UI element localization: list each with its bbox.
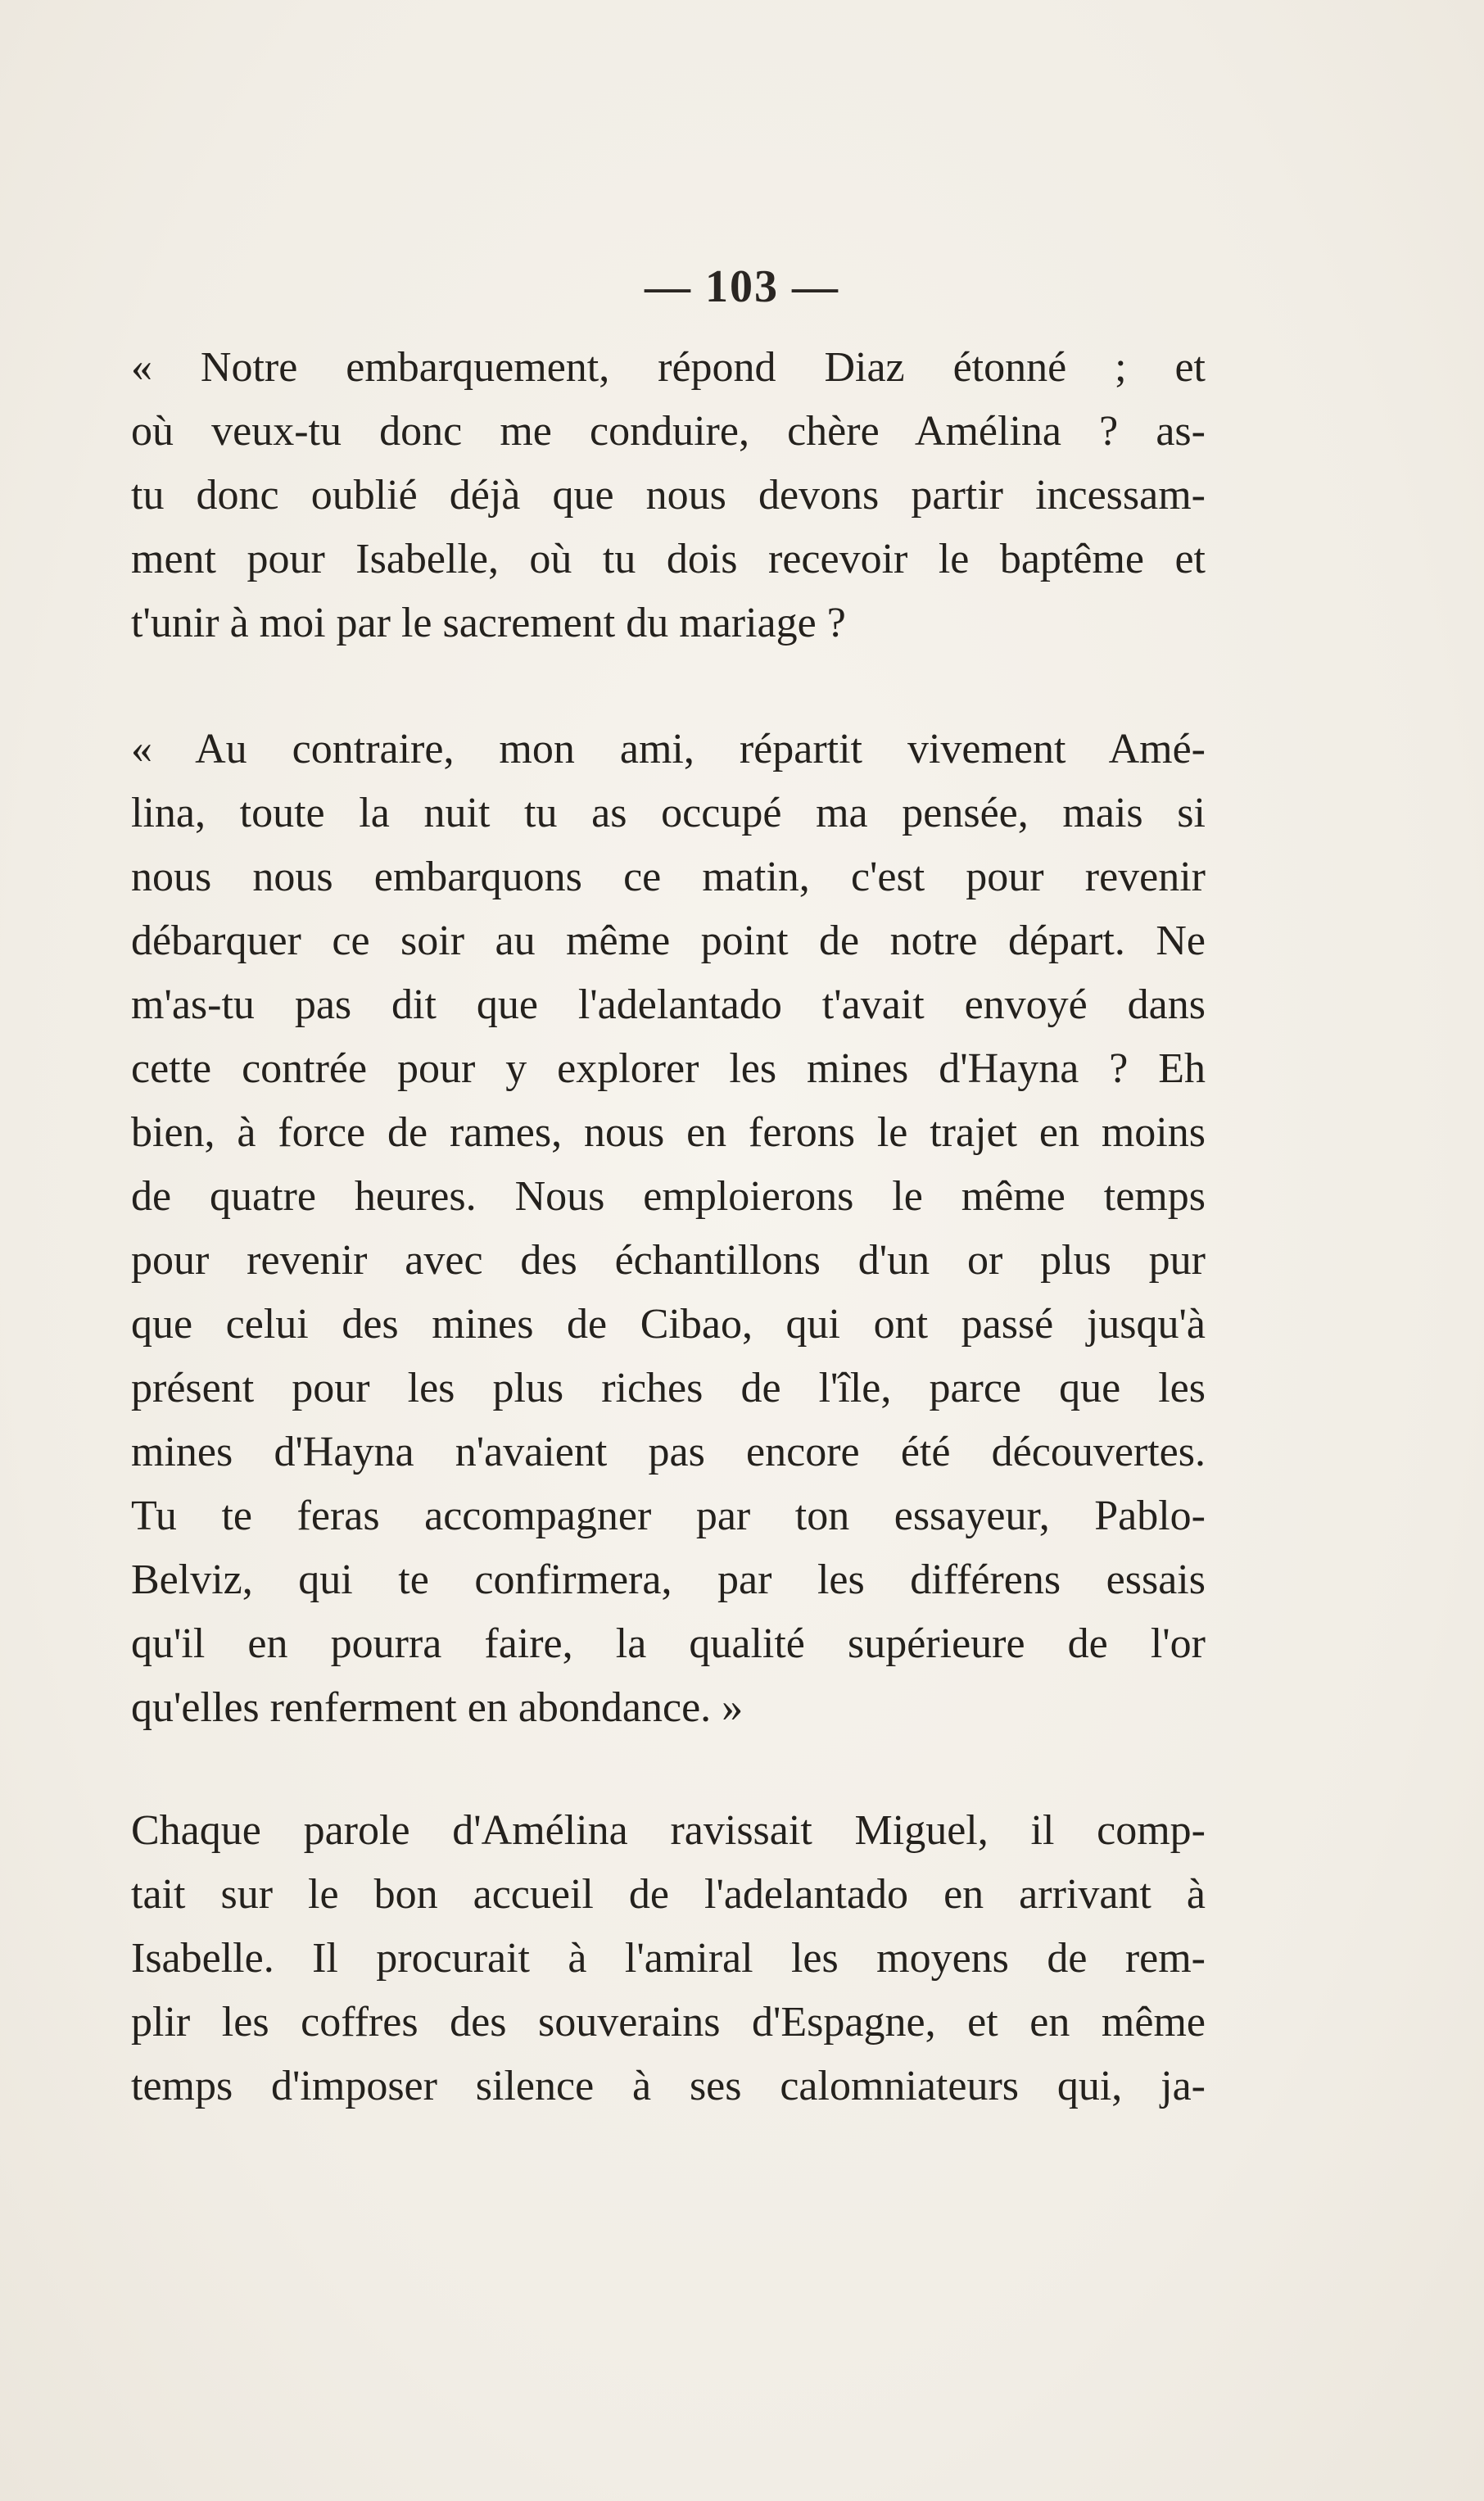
text-line: temps d'imposer silence à ses calomniateurs qui, ja-: [131, 2063, 1206, 2109]
text-line: débarquer ce soir au même point de notre départ. Ne: [131, 917, 1206, 964]
text-line: m'as-tu pas dit que l'adelantado t'avait envoyé dans: [131, 981, 1206, 1028]
text-line: t'unir à moi par le sacrement du mariage ?: [131, 600, 846, 646]
text-line: tu donc oublié déjà que nous devons partir incessam-: [131, 472, 1206, 519]
paragraph-2: [131, 718, 1206, 1740]
text-line: où veux-tu donc me conduire, chère Amélina ? as-: [131, 408, 1206, 455]
text-line: bien, à force de rames, nous en ferons le trajet en moins: [131, 1109, 1206, 1156]
text-line: Belviz, qui te confirmera, par les différens essais: [131, 1556, 1206, 1603]
text-line: nous nous embarquons ce matin, c'est pour revenir: [131, 854, 1206, 900]
text-line: ment pour Isabelle, où tu dois recevoir le baptême et: [131, 536, 1206, 582]
text-line: de quatre heures. Nous emploierons le même temps: [131, 1173, 1206, 1220]
paragraph-3: [131, 1799, 1206, 2118]
text-line: Chaque parole d'Amélina ravissait Miguel, il comp-: [131, 1807, 1206, 1854]
text-line: mines d'Hayna n'avaient pas encore été découvertes.: [131, 1429, 1206, 1475]
text-line: Tu te feras accompagner par ton essayeur, Pablo-: [131, 1493, 1206, 1539]
text-line: pour revenir avec des échantillons d'un or plus pur: [131, 1237, 1206, 1284]
text-line: présent pour les plus riches de l'île, parce que les: [131, 1365, 1206, 1411]
text-line: Isabelle. Il procurait à l'amiral les moyens de rem-: [131, 1935, 1206, 1982]
page-number: — 103 —: [645, 261, 839, 312]
text-line: plir les coffres des souverains d'Espagne, et en même: [131, 1999, 1206, 2046]
text-line: qu'elles renferment en abondance. »: [131, 1684, 744, 1731]
text-line: « Au contraire, mon ami, répartit vivement Amé-: [131, 726, 1206, 773]
text-line: tait sur le bon accueil de l'adelantado en arrivant à: [131, 1871, 1206, 1918]
text-line: qu'il en pourra faire, la qualité supérieure de l'or: [131, 1620, 1206, 1667]
text-line: lina, toute la nuit tu as occupé ma pensée, mais si: [131, 790, 1206, 836]
paragraph-1: [131, 336, 1206, 655]
text-line: cette contrée pour y explorer les mines d'Hayna ? Eh: [131, 1045, 1206, 1092]
text-line: que celui des mines de Cibao, qui ont passé jusqu'à: [131, 1301, 1206, 1348]
text-line: « Notre embarquement, répond Diaz étonné ; et: [131, 344, 1206, 391]
